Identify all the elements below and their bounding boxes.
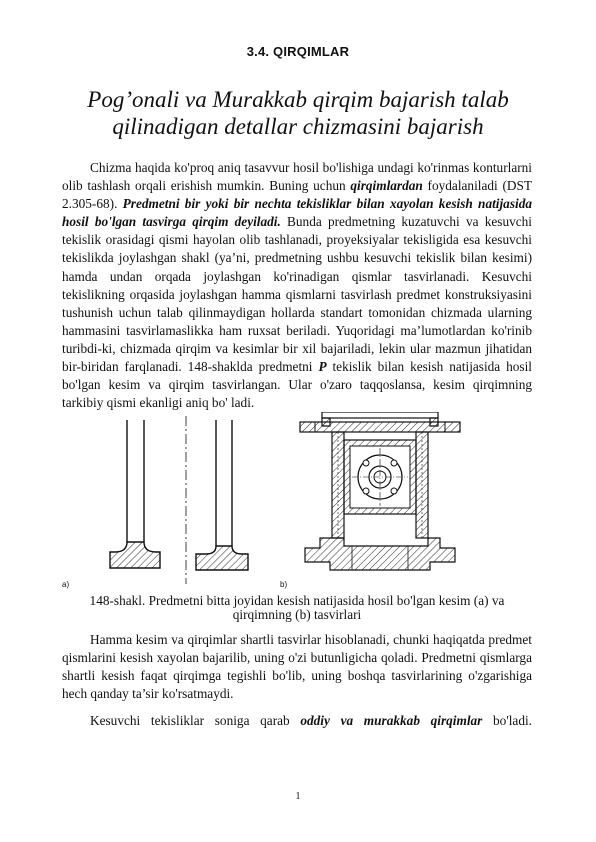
figure-148	[60, 412, 536, 592]
page-number: 1	[295, 791, 301, 802]
paragraph-1-text-2: foydalaniladi (DST 2.305-68).	[62, 178, 532, 212]
page-title-line-2: qilinadigan detallar chizmasini bajarish	[112, 114, 484, 139]
plane-p-label: P	[318, 359, 327, 375]
paragraph-3	[62, 712, 532, 730]
figure-caption: 148-shakl. Predmetni bitta joyidan kesish natijasida hosil bo'lgan kesim (a) va qirqimning (b) tasvirlari	[89, 593, 505, 622]
paragraph-3-text-1: Kesuvchi tekisliklar soniga qarab	[90, 713, 301, 728]
drawing-b-body	[300, 412, 460, 570]
definition-qirqim: Predmetni bir yoki bir nechta tekisliklar bilan xayolan kesish natijasida hosil bo'lgan tasvirga qirqim deyiladi.	[62, 196, 532, 230]
paragraph-2: Hamma kesim va qirqimlar shartli tasvirlar hisoblanadi, chunki haqiqatda predmet qismlarini kesish xayolan bajarilib, uning o'zi butunligicha qoladi. Predmetni qismlarga shartli kesish faqat qirqimga tegishli bo'lib, uning boshqa tasvirlarining o'zgarishiga hech qanday ta’sir ko'rsatmaydi.	[62, 632, 532, 702]
drawing-b-section	[196, 420, 248, 570]
drawing-a-section	[110, 420, 160, 568]
page-title	[60, 86, 536, 140]
figure-label-b: b)	[280, 580, 288, 589]
term-oddiy-murakkab: oddiy va murakkab qirqimlar	[300, 713, 483, 728]
paragraph-1-text-1: Chizma haqida ko'proq aniq tasavvur hosil bo'lishiga undagi ko'rinmas konturlarni olib tashlash orqali erishish mumkin. Buning uchun	[62, 160, 532, 194]
paragraph-1-text-4: tekislik bilan kesish natijasida hosil bo'lgan kesim va qirqim tasvirlangan. Ular o'zaro taqqoslansa, kesim qirqimning tarkibiy qismi ekanligi aniq bo' ladi.	[62, 359, 532, 411]
section-heading: 3.4. QIRQIMLAR	[246, 44, 350, 59]
paragraph-1	[62, 159, 532, 412]
figure-label-a: a)	[62, 580, 70, 589]
paragraph-3-text-2: bo'ladi.	[482, 713, 532, 728]
figure-148-drawing	[60, 412, 536, 592]
paragraph-1-text-3: Bunda predmetning kuzatuvchi va kesuvchi tekislik orasidagi qismi hayolan olib tashlanadi, proyeksiyalar tekisligida esa kesuvchi tekislikda joylashgan shakl (ya’ni, predmetning ushbu kesuvchi tekislik bilan kesimi) hamda undan orqada joylashgan ko'rinadigan qismlar tasvirlanadi. Kesuvchi tekislikning orqasida joylashgan hamma qismlarni tasvirlash predmet konstruksiyasini tushunish uchun talab qilinmaydigan hollarda standart tomonidan chizmada ularning hammasini tasvirlamaslikka ham ruxsat beriladi. Yuqoridagi ma’lumotlardan ko'rinib turibdi-ki, chizmada qirqim va kesimlar bir xil bajariladi, lekin ular mazmun jihatidan bir-biridan farqlanadi. 148-shaklda predmetni	[62, 214, 532, 375]
page-title-line-1: Pog’onali va Murakkab qirqim bajarish talab	[87, 87, 509, 112]
term-qirqimlardan: qirqimlardan	[350, 178, 423, 194]
